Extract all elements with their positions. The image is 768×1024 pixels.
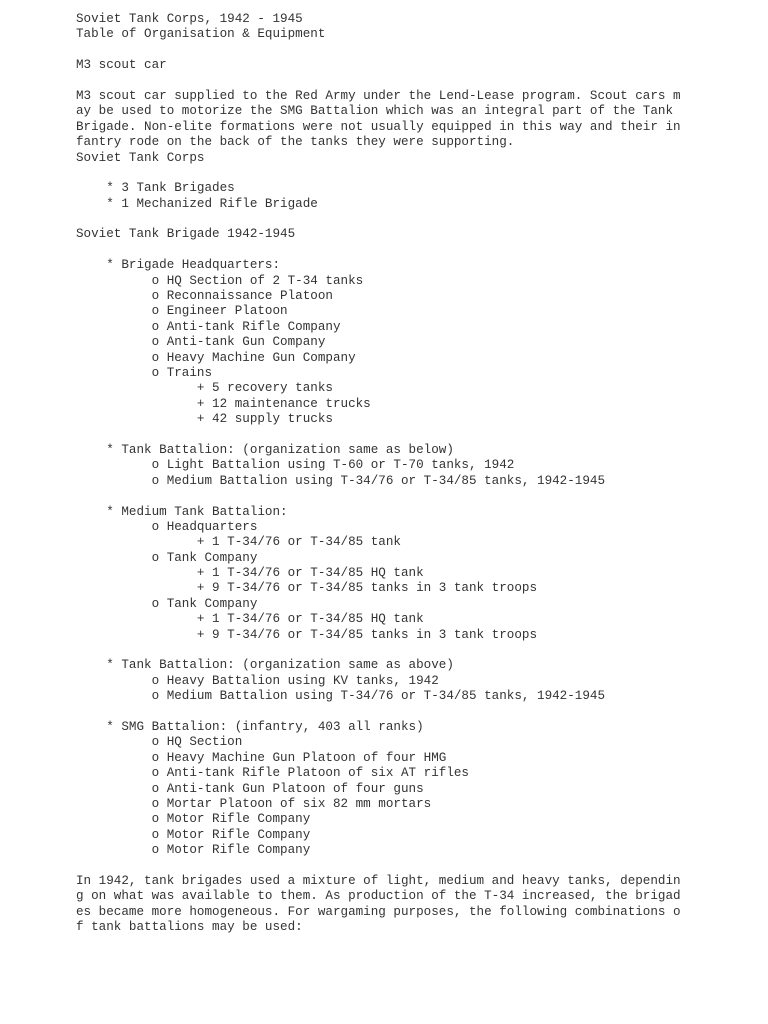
text-line: fantry rode on the back of the tanks they were supporting. (76, 135, 515, 150)
text-line: + 9 T-34/76 or T-34/85 tanks in 3 tank troops (76, 627, 538, 642)
text-line: Soviet Tank Brigade 1942-1945 (76, 227, 296, 242)
blank-line (76, 212, 756, 227)
blank-line (76, 489, 756, 504)
text-line: o Heavy Battalion using KV tanks, 1942 (76, 673, 439, 688)
blank-line (76, 858, 756, 873)
text-line: Soviet Tank Corps (76, 150, 205, 165)
text-line: o Tank Company (76, 550, 258, 565)
blank-line (76, 243, 756, 258)
text-line: o Engineer Platoon (76, 304, 288, 319)
text-line: M3 scout car supplied to the Red Army under the Lend-Lease program. Scout cars m (76, 88, 681, 103)
blank-line (76, 705, 756, 720)
text-line: o Anti-tank Rifle Platoon of six AT rifles (76, 766, 469, 781)
text-line: * 3 Tank Brigades (76, 181, 235, 196)
text-line: Soviet Tank Corps, 1942 - 1945 (76, 12, 303, 26)
text-line: + 12 maintenance trucks (76, 396, 371, 411)
text-line: o HQ Section of 2 T-34 tanks (76, 273, 364, 288)
text-line: o Anti-tank Gun Company (76, 335, 326, 350)
text-line: g on what was available to them. As production of the T-34 increased, the brigad (76, 889, 681, 904)
text-line: o Medium Battalion using T-34/76 or T-34/85 tanks, 1942-1945 (76, 689, 606, 704)
text-line: o Heavy Machine Gun Company (76, 350, 356, 365)
text-line: * 1 Mechanized Rifle Brigade (76, 196, 318, 211)
text-line: o Reconnaissance Platoon (76, 289, 333, 304)
text-line: + 9 T-34/76 or T-34/85 tanks in 3 tank troops (76, 581, 538, 596)
text-line: o Medium Battalion using T-34/76 or T-34/85 tanks, 1942-1945 (76, 473, 606, 488)
text-line: Brigade. Non-elite formations were not usually equipped in this way and their in (76, 119, 681, 134)
text-line: In 1942, tank brigades used a mixture of light, medium and heavy tanks, dependin (76, 873, 681, 888)
text-line: M3 scout car (76, 58, 167, 73)
text-line: o Heavy Machine Gun Platoon of four HMG (76, 750, 447, 765)
text-line: o Anti-tank Gun Platoon of four guns (76, 781, 424, 796)
text-line: + 5 recovery tanks (76, 381, 333, 396)
blank-line (76, 643, 756, 658)
text-line: o Tank Company (76, 596, 258, 611)
text-line: o Motor Rifle Company (76, 812, 311, 827)
text-line: + 1 T-34/76 or T-34/85 HQ tank (76, 566, 424, 581)
text-line: Table of Organisation & Equipment (76, 27, 326, 42)
text-line: f tank battalions may be used: (76, 920, 303, 935)
text-line: o Motor Rifle Company (76, 827, 311, 842)
text-line: o Headquarters (76, 519, 258, 534)
text-line: * Tank Battalion: (organization same as below) (76, 442, 454, 457)
text-line: o HQ Section (76, 735, 243, 750)
blank-line (76, 43, 756, 58)
text-line: o Anti-tank Rifle Company (76, 319, 341, 334)
text-line: * Medium Tank Battalion: (76, 504, 288, 519)
text-line: o Mortar Platoon of six 82 mm mortars (76, 796, 432, 811)
text-line: es became more homogeneous. For wargaming purposes, the following combinations o (76, 904, 681, 919)
blank-line (76, 428, 756, 443)
text-line: o Trains (76, 365, 213, 380)
blank-line (76, 74, 756, 89)
blank-line (76, 166, 756, 181)
text-line: + 1 T-34/76 or T-34/85 HQ tank (76, 612, 424, 627)
text-line: * SMG Battalion: (infantry, 403 all ranks) (76, 719, 424, 734)
text-line: * Brigade Headquarters: (76, 258, 281, 273)
text-line: + 42 supply trucks (76, 412, 333, 427)
text-line: o Motor Rifle Company (76, 843, 311, 858)
text-line: * Tank Battalion: (organization same as above) (76, 658, 454, 673)
text-line: + 1 T-34/76 or T-34/85 tank (76, 535, 401, 550)
document-body (76, 12, 756, 935)
text-line: ay be used to motorize the SMG Battalion which was an integral part of the Tank (76, 104, 674, 119)
text-line: o Light Battalion using T-60 or T-70 tanks, 1942 (76, 458, 515, 473)
